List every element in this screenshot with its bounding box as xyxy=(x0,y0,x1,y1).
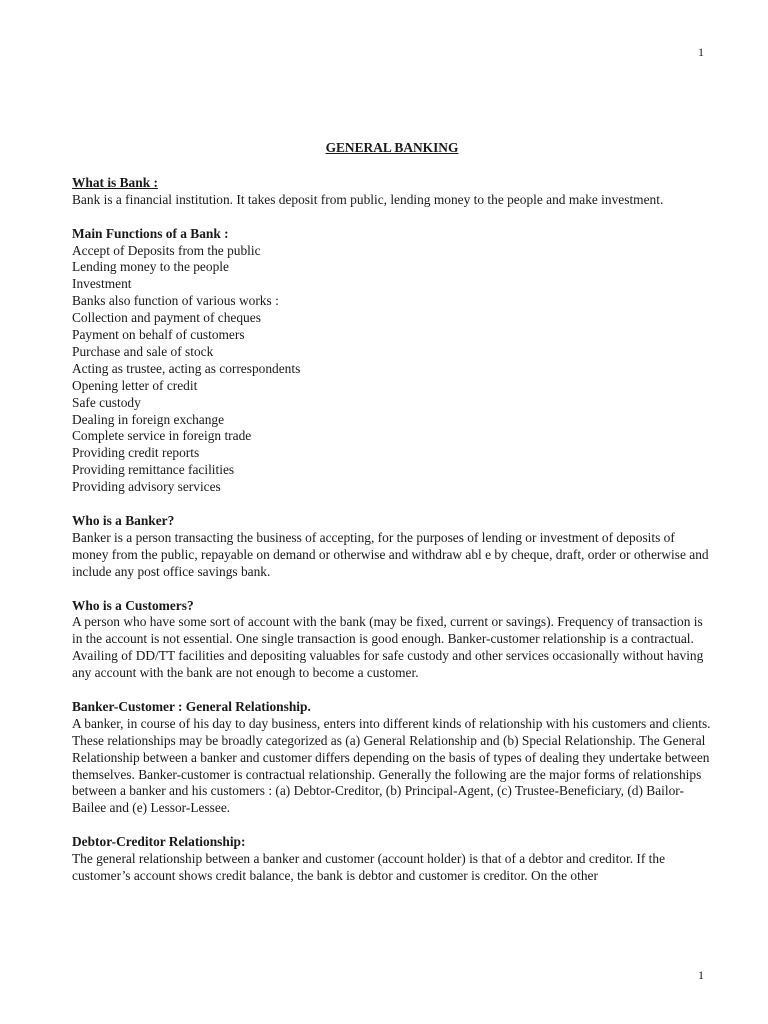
section-general-relationship xyxy=(72,699,712,817)
list-item: Investment xyxy=(72,276,132,292)
paragraph-general-relationship: A banker, in course of his day to day business, enters into different kinds of relationship with his customers and clients. These relationships may be broadly categorized as (a) General Relationship and (b) Special Relationship. The General Relationship between a banker and customer differs depending on the basis of types of dealing they undertake between themselves. Banker-customer is contractual relationship. Generally the following are the major forms of relationships between a banker and his customers : (a) Debtor-Creditor, (b) Principal-Agent, (c) Trustee-Beneficiary, (d) Bailor-Bailee and (e) Lessor-Lessee. xyxy=(72,715,711,816)
list-item: Safe custody xyxy=(72,394,141,410)
functions-list xyxy=(72,243,712,497)
section-main-functions xyxy=(72,226,712,497)
list-item: Banks also function of various works : xyxy=(72,293,279,309)
heading-general-relationship: Banker-Customer : General Relationship. xyxy=(72,698,311,714)
section-debtor-creditor xyxy=(72,834,712,885)
list-item: Complete service in foreign trade xyxy=(72,428,252,444)
list-item: Providing credit reports xyxy=(72,445,200,461)
list-item: Dealing in foreign exchange xyxy=(72,411,225,427)
section-who-is-banker xyxy=(72,513,712,581)
paragraph-what-is-bank: Bank is a financial institution. It takes deposit from public, lending money to the people and make investment. xyxy=(72,191,664,207)
section-what-is-bank xyxy=(72,175,712,209)
list-item: Collection and payment of cheques xyxy=(72,310,261,326)
document-title: GENERAL BANKING xyxy=(325,140,459,155)
heading-who-is-banker: Who is a Banker? xyxy=(72,513,175,528)
paragraph-debtor-creditor: The general relationship between a banker and customer (account holder) is that of a debtor and creditor. If the customer’s account shows credit balance, the bank is debtor and customer is creditor. On the other xyxy=(72,851,666,883)
heading-debtor-creditor: Debtor-Creditor Relationship: xyxy=(72,834,246,850)
page-number-bottom: 1 xyxy=(698,968,704,982)
heading-who-is-customer: Who is a Customers? xyxy=(72,597,194,613)
heading-main-functions: Main Functions of a Bank : xyxy=(72,225,229,241)
list-item: Payment on behalf of customers xyxy=(72,327,245,343)
list-item: Providing remittance facilities xyxy=(72,462,235,478)
list-item: Providing advisory services xyxy=(72,479,221,495)
paragraph-who-is-banker: Banker is a person transacting the business of accepting, for the purposes of lending or investment of deposits of money from the public, repayable on demand or otherwise and withdraw abl e by cheque, draft, order or otherwise and include any post office savings bank. xyxy=(72,529,709,579)
section-who-is-customer xyxy=(72,598,712,683)
list-item: Opening letter of credit xyxy=(72,377,198,393)
list-item: Lending money to the people xyxy=(72,259,229,275)
page-number-top: 1 xyxy=(698,45,704,59)
list-item: Accept of Deposits from the public xyxy=(72,242,261,258)
document-body xyxy=(72,140,712,902)
list-item: Acting as trustee, acting as correspondents xyxy=(72,360,301,376)
list-item: Purchase and sale of stock xyxy=(72,343,214,359)
paragraph-who-is-customer: A person who have some sort of account with the bank (may be fixed, current or savings). Frequency of transaction is in the account is not essential. One single transaction is good enough. Banker-customer relationship is a contractual. Availing of DD/TT facilities and depositing valuables for safe custody and other services occasionally without having any account with the bank are not enough to become a customer. xyxy=(72,614,704,681)
heading-what-is-bank: What is Bank : xyxy=(72,174,158,190)
